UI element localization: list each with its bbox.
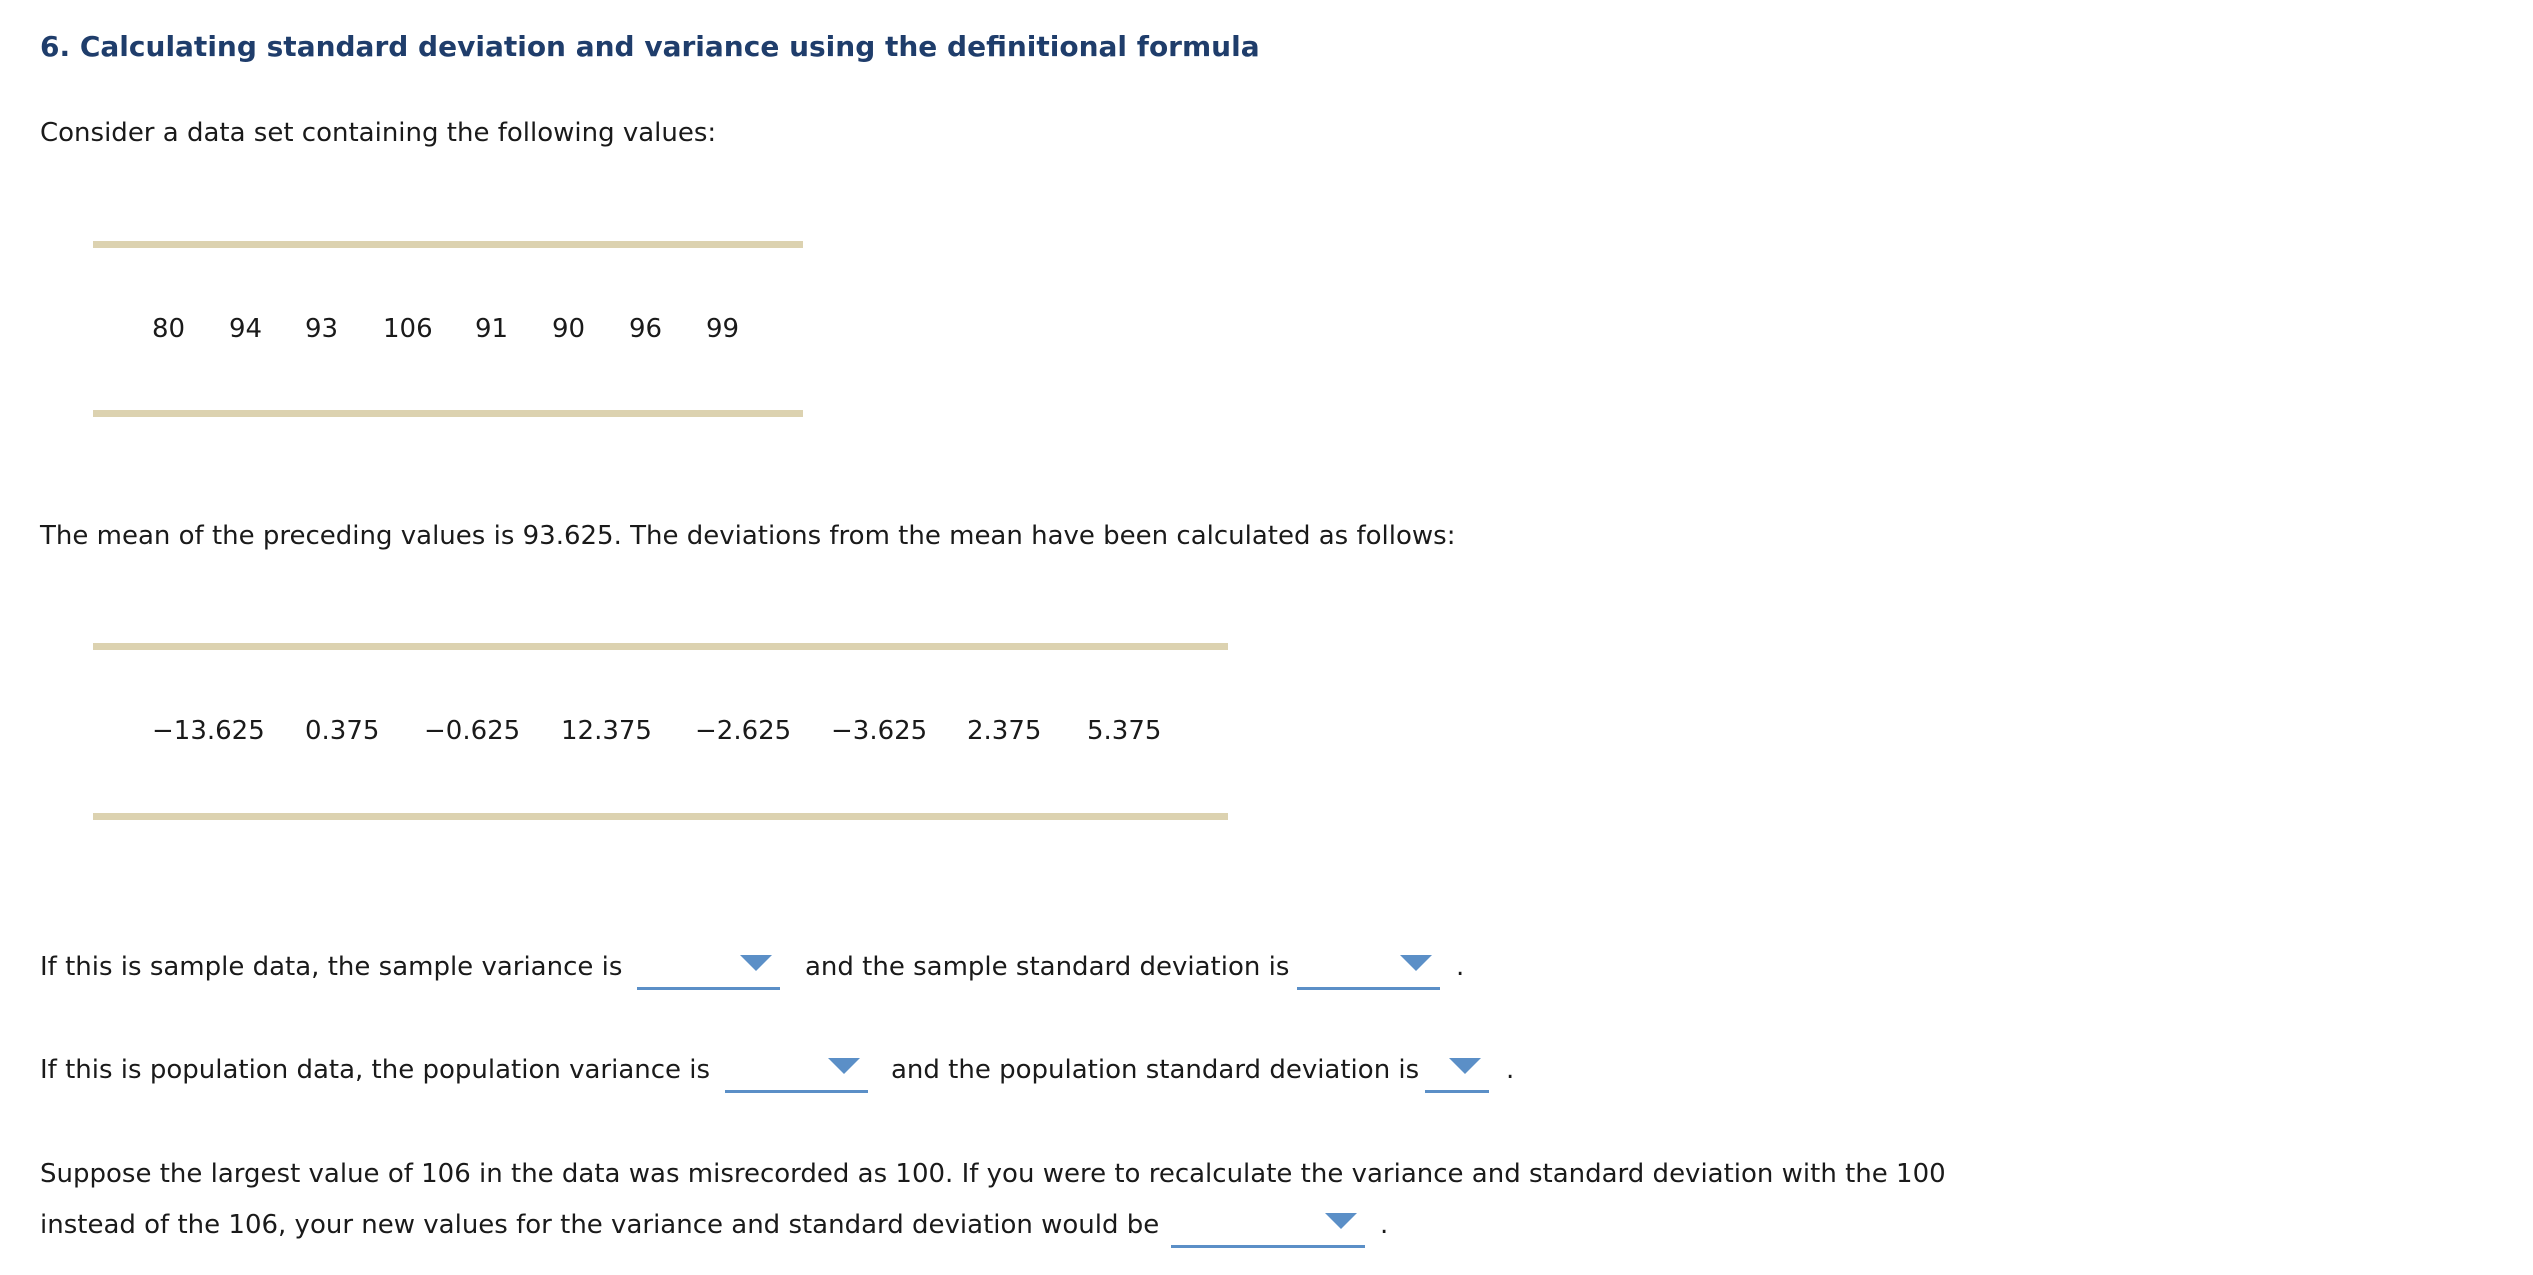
deviations-table-bottom-border	[93, 813, 1228, 820]
chevron-down-icon	[828, 1058, 860, 1074]
new-values-dropdown[interactable]	[1171, 1203, 1365, 1248]
misrecord-text-line2: instead of the 106, your new values for the variance and standard deviation would be	[40, 1210, 1160, 1240]
deviation-value: 5.375	[1087, 716, 1162, 746]
deviation-value: 12.375	[561, 716, 652, 746]
deviations-row	[152, 716, 1161, 746]
population-sd-dropdown[interactable]	[1425, 1048, 1489, 1093]
chevron-down-icon	[1400, 955, 1432, 971]
data-table-top-border	[93, 241, 803, 248]
intro-text: Consider a data set containing the following values:	[40, 118, 717, 148]
data-values-row	[152, 314, 739, 344]
deviation-value: −0.625	[424, 716, 521, 746]
sample-line-period: .	[1456, 952, 1465, 982]
deviation-value: −3.625	[831, 716, 928, 746]
mean-text: The mean of the preceding values is 93.625. The deviations from the mean have been calculated as follows:	[40, 521, 1456, 551]
misrecord-period: .	[1380, 1210, 1389, 1240]
data-value: 106	[383, 314, 433, 344]
population-sd-label: and the population standard deviation is	[891, 1055, 1420, 1085]
population-variance-dropdown[interactable]	[725, 1048, 868, 1093]
sample-variance-label: If this is sample data, the sample variance is	[40, 952, 623, 982]
deviation-value: −13.625	[152, 716, 265, 746]
data-value: 96	[629, 314, 663, 344]
deviation-value: 0.375	[305, 716, 380, 746]
deviations-table-top-border	[93, 643, 1228, 650]
deviation-value: −2.625	[695, 716, 792, 746]
chevron-down-icon	[1325, 1213, 1357, 1229]
question-title: 6. Calculating standard deviation and variance using the definitional formula	[40, 30, 1260, 63]
misrecord-text-line1: Suppose the largest value of 106 in the data was misrecorded as 100. If you were to recalculate the variance and standard deviation with the 100	[40, 1159, 1946, 1189]
data-table-bottom-border	[93, 410, 803, 417]
chevron-down-icon	[740, 955, 772, 971]
population-variance-label: If this is population data, the population variance is	[40, 1055, 711, 1085]
deviation-value: 2.375	[967, 716, 1042, 746]
data-value: 93	[305, 314, 339, 344]
data-value: 91	[475, 314, 509, 344]
data-value: 99	[706, 314, 740, 344]
chevron-down-icon	[1449, 1058, 1481, 1074]
data-value: 94	[229, 314, 263, 344]
sample-sd-label: and the sample standard deviation is	[805, 952, 1290, 982]
data-value: 80	[152, 314, 186, 344]
sample-variance-dropdown[interactable]	[637, 945, 780, 990]
sample-sd-dropdown[interactable]	[1297, 945, 1440, 990]
population-line-period: .	[1506, 1055, 1515, 1085]
data-value: 90	[552, 314, 586, 344]
